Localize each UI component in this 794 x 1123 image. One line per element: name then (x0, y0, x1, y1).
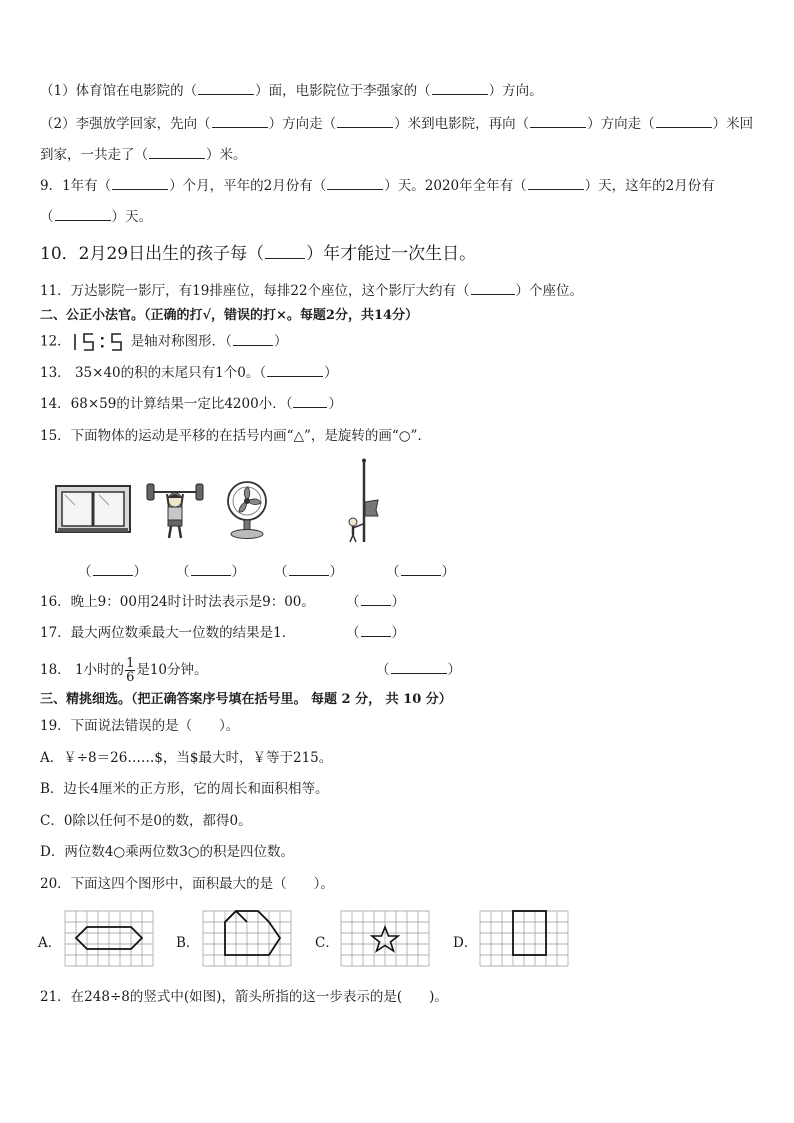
answer-blank[interactable] (198, 82, 254, 95)
answer-blank[interactable] (191, 563, 231, 576)
section-3-title: 三、精挑细选。（把正确答案序号填在括号里。 每题 2 分， 共 10 分） (40, 692, 452, 707)
flag-raising-image (340, 458, 380, 544)
answer-blank[interactable] (267, 364, 323, 377)
q20-option-d-label[interactable]: D． (453, 935, 478, 951)
q10: 10．2月29日出生的孩子每（ ）年才能过一次生日。 (40, 244, 477, 264)
q19: 19．下面说法错误的是（ ）。 (40, 718, 240, 734)
weightlifter-image (145, 478, 205, 540)
q19-option-a[interactable]: A．￥÷8＝26……$，当$最大时，￥等于215。 (40, 750, 333, 766)
answer-blank[interactable] (401, 563, 441, 576)
q20-figure-a-hexagon[interactable] (64, 910, 154, 969)
q15-blank-3: （ ） (274, 564, 343, 580)
answer-blank[interactable] (361, 593, 391, 606)
answer-blank[interactable] (391, 661, 447, 674)
q20-option-c-label[interactable]: C． (315, 935, 339, 951)
q17: 17．最大两位数乘最大一位数的结果是1． (40, 625, 296, 641)
q19-option-d[interactable]: D．两位数4○乘两位数3○的积是四位数。 (40, 844, 295, 860)
answer-blank[interactable] (337, 115, 393, 128)
q20-figure-d-rectangle[interactable] (479, 910, 569, 969)
answer-blank[interactable] (233, 333, 273, 346)
q19-option-b[interactable]: B．边长4厘米的正方形，它的周长和面积相等。 (40, 781, 329, 797)
answer-blank[interactable] (149, 146, 205, 159)
q20: 20．下面这四个图形中，面积最大的是（ ）。 (40, 876, 334, 892)
answer-blank[interactable] (327, 177, 383, 190)
q20-figure-b-pentagon[interactable] (202, 910, 292, 969)
digital-clock-15-5-figure (71, 332, 129, 352)
section-2-title: 二、公正小法官。（正确的打√，错误的打×。每题2分，共14分） (40, 308, 419, 323)
answer-blank[interactable] (93, 563, 133, 576)
answer-blank[interactable] (293, 395, 327, 408)
q15-blank-1: （ ） (78, 564, 147, 580)
q13: 13． 35×40的积的末尾只有1个0。（ ） (40, 365, 338, 381)
q14: 14．68×59的计算结果一定比4200小．（ ） (40, 396, 342, 412)
q12: 12． 是轴对称图形．（ ） (40, 332, 287, 352)
q17-answer: （ ） (346, 625, 405, 641)
q21: 21．在248÷8的竖式中(如图)，箭头所指的这一步表示的是( )。 (40, 989, 448, 1005)
q20-figure-c-star[interactable] (340, 910, 430, 969)
q16-answer: （ ） (346, 594, 405, 610)
window-image (55, 485, 131, 533)
q18-answer: （ ） (376, 662, 461, 678)
answer-blank[interactable] (265, 243, 305, 259)
q8-part2-cont: 到家，一共走了（ ）米。 (40, 147, 247, 163)
answer-blank[interactable] (528, 177, 584, 190)
q16: 16．晚上9：00用24时计时法表示是9：00。 (40, 594, 315, 610)
q18: 18． 1小时的 $\frac{1}{6}$ 是10分钟。 (40, 656, 208, 685)
q19-option-c[interactable]: C．0除以任何不是0的数，都得0。 (40, 813, 252, 829)
q20-option-b-label[interactable]: B． (176, 935, 200, 951)
answer-blank[interactable] (656, 115, 712, 128)
fan-image (224, 480, 270, 540)
answer-blank[interactable] (361, 624, 391, 637)
fraction-one-sixth: $\frac{1}{6}$ (126, 656, 135, 685)
q20-option-a-label[interactable]: A． (38, 935, 62, 951)
q8-part1: （1）体育馆在电影院的（ ）面，电影院位于李强家的（ ）方向。 (40, 83, 543, 99)
q8-part2: （2）李强放学回家，先向（ ）方向走（ ）米到电影院，再向（ ）方向走（ ）米回 (40, 116, 754, 132)
answer-blank[interactable] (432, 82, 488, 95)
q15-blank-2: （ ） (176, 564, 245, 580)
answer-blank[interactable] (112, 177, 168, 190)
answer-blank[interactable] (289, 563, 329, 576)
q11: 11．万达影院一影厅，有19排座位，每排22个座位，这个影厅大约有（ ）个座位。 (40, 283, 584, 299)
answer-blank[interactable] (55, 208, 111, 221)
q9: 9．1年有（ ）个月，平年的2月份有（ ）天。2020年全年有（ ）天，这年的2月份有 (40, 178, 715, 194)
q15: 15．下面物体的运动是平移的在括号内画“△”，是旋转的画“○”． (40, 428, 431, 444)
answer-blank[interactable] (530, 115, 586, 128)
q9-cont: （ ）天。 (40, 209, 152, 225)
answer-blank[interactable] (212, 115, 268, 128)
q15-blank-4: （ ） (386, 564, 455, 580)
answer-blank[interactable] (471, 282, 515, 295)
